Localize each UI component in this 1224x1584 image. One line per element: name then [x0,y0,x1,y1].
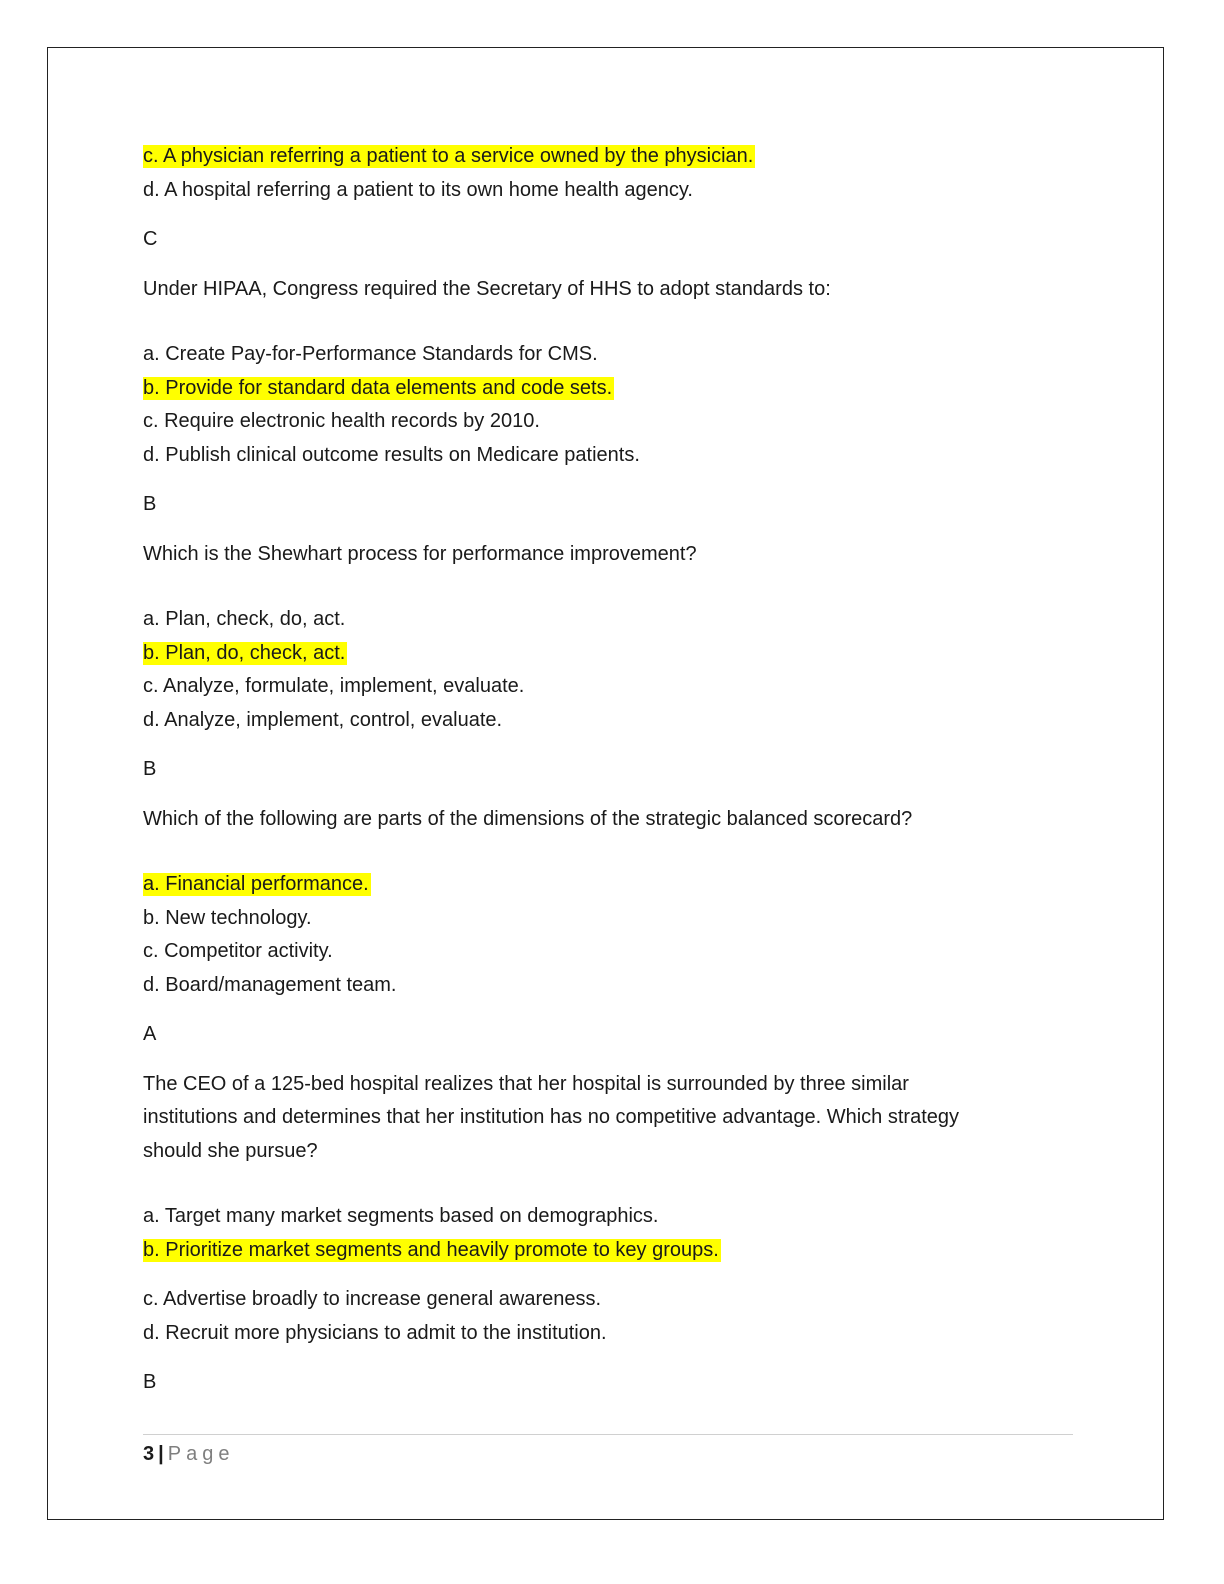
answer-option: d. A hospital referring a patient to its own home health agency. [143,178,693,201]
highlighted-answer: b. Plan, do, check, act. [143,641,346,664]
answer-option [143,372,1073,406]
answer-option: d. Analyze, implement, control, evaluate. [143,708,503,731]
footer-separator: | [158,1443,164,1465]
highlighted-answer: a. Financial performance. [143,873,369,895]
highlighted-answer: b. Provide for standard data elements and code sets. [143,376,613,399]
question-text: Which is the Shewhart process for performance improvement? [143,542,697,565]
answer-option: b. New technology. [143,906,312,929]
footer-divider [143,1434,1073,1435]
answer-key: B [143,758,157,780]
page-footer [143,1440,234,1468]
highlighted-answer: c. A physician referring a patient to a service owned by the physician. [143,145,754,167]
answer-option: c. Analyze, formulate, implement, evaluate. [143,675,525,697]
answer-key: B [143,1371,157,1393]
answer-option: c. Advertise broadly to increase general awareness. [143,1288,602,1310]
page-number: 3 [143,1443,155,1465]
question-text: institutions and determines that her institution has no competitive advantage. Which strategy [143,1106,960,1128]
answer-option: d. Publish clinical outcome results on Medicare patients. [143,443,640,466]
answer-option [143,868,1073,902]
answer-key: C [143,228,158,250]
question-text: Under HIPAA, Congress required the Secretary of HHS to adopt standards to: [143,277,831,300]
answer-option: a. Plan, check, do, act. [143,608,346,630]
highlighted-answer: b. Prioritize market segments and heavily promote to key groups. [143,1238,719,1261]
page-label: Page [167,1443,235,1465]
answer-option: a. Target many market segments based on demographics. [143,1205,659,1227]
answer-option [143,1234,1073,1268]
answer-key: B [143,493,157,515]
answer-option: c. Competitor activity. [143,940,333,962]
answer-key: A [143,1023,157,1045]
answer-option: a. Create Pay-for-Performance Standards for CMS. [143,343,598,365]
answer-option [143,140,1073,174]
question-text: The CEO of a 125-bed hospital realizes that her hospital is surrounded by three similar [143,1072,909,1095]
answer-option: d. Board/management team. [143,973,397,996]
answer-option [143,637,1073,671]
question-text: should she pursue? [143,1139,318,1162]
answer-option: d. Recruit more physicians to admit to the institution. [143,1321,607,1344]
answer-option: c. Require electronic health records by 2010. [143,410,540,432]
document-content [143,140,1073,1400]
question-text: Which of the following are parts of the dimensions of the strategic balanced scorecard? [143,807,913,830]
